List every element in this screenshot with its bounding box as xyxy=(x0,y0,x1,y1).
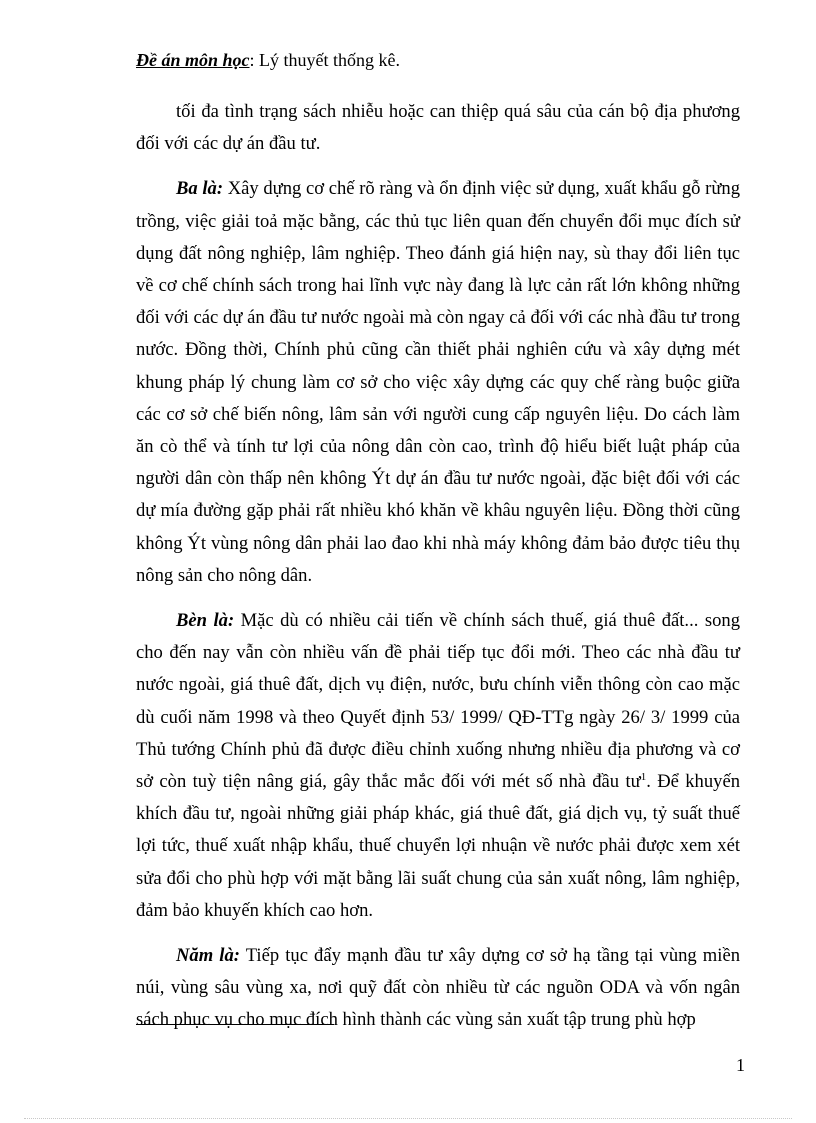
paragraph-text: Tiếp tục đẩy mạnh đầu tư xây dựng cơ sở hạ tầng tại vùng miền núi, vùng sâu vùng xa, nơi quỹ đất còn nhiều từ các nguồn ODA và vốn ngân sách phục vụ cho mục đích hình thành các vùng sản xuất tập trung phù hợp xyxy=(136,945,740,1031)
header-subject: Lý thuyết thống kê. xyxy=(254,50,401,70)
page-header xyxy=(136,48,400,72)
paragraph-text: tối đa tình trạng sách nhiễu hoặc can thiệp quá sâu của cán bộ địa phương đối với các dự án đầu tư. xyxy=(136,101,740,155)
paragraph-text: Xây dựng cơ chế rõ ràng và ổn định việc sử dụng, xuất khẩu gỗ rừng trồng, việc giải toả mặc bằng, các thủ tục liên quan đến chuyển đổi mục đích sử dụng đất nông nghiệp, lâm nghiệp. Theo đánh giá hiện nay, sù thay đổi liên tục về cơ chế chính sách trong hai lĩnh vực này đang là lực cản rất lớn không những đối với các dự án đầu tư nước ngoài mà còn ngay cả đối với các nhà đầu tư trong nước. Đồng thời, Chính phủ cũng cần thiết phải nghiên cứu và xây dựng mét khung pháp lý chung làm cơ sở cho việc xây dựng các quy chế ràng buộc giữa các cơ sở chế biến nông, lâm sản với người cung cấp nguyên liệu. Do cách làm ăn cò thể và tính tư lợi của nông dân còn cao, trình độ hiểu biết luật pháp của người dân còn thấp nên không Ýt dự án đầu tư nước ngoài, đặc biệt đối với các dự mía đường gặp phải rất nhiều khó khăn về khâu nguyên liệu. Đồng thời cũng không Ýt vùng nông dân phải lao đao khi nhà máy không đảm bảo được tiêu thụ nông sản cho nông dân. xyxy=(136,178,740,586)
header-separator: : xyxy=(249,50,255,70)
paragraph-ba-la xyxy=(136,173,740,592)
page-bottom-edge xyxy=(24,1118,792,1119)
paragraph-lead: Ba là: xyxy=(176,178,224,200)
paragraph-lead: Năm là: xyxy=(176,945,240,967)
paragraph-text: Mặc dù có nhiều cải tiến về chính sách thuế, giá thuê đất... song cho đến nay vẫn còn nhiều vấn đề phải tiếp tục đổi mới. Theo các nhà đầu tư nước ngoài, giá thuê đất, dịch vụ điện, nước, bưu chính viễn thông còn cao mặc dù cuối năm 1998 và theo Quyết định 53/ 1999/ QĐ-TTg ngày 26/ 3/ 1999 của Thủ tướng Chính phủ đã được điều chỉnh xuống nhưng nhiều địa phương và cơ sở còn tuỳ tiện nâng giá, gây thắc mắc đối với mét số nhà đầu tư xyxy=(136,610,740,793)
paragraph-continuation xyxy=(136,96,740,160)
document-body xyxy=(136,96,740,1037)
header-label: Đề án môn học xyxy=(136,50,250,70)
footnote-reference[interactable]: 1 xyxy=(640,770,647,783)
paragraph-nam-la xyxy=(136,940,740,1037)
paragraph-bon-la xyxy=(136,605,740,927)
paragraph-text-after: . Để khuyến khích đầu tư, ngoài những giải pháp khác, giá thuê đất, giá dịch vụ, tỷ suất thuế lợi tức, thuế xuất nhập khẩu, thuế chuyển lợi nhuận về nước phải được xem xét sửa đổi cho phù hợp với mặt bằng lãi suất chung của sản xuất nông, lâm nghiệp, đảm bảo khuyến khích cao hơn. xyxy=(136,771,740,921)
page-number: 1 xyxy=(736,1055,745,1075)
footnote-separator xyxy=(136,1024,334,1025)
paragraph-lead: Bèn là: xyxy=(176,610,235,632)
